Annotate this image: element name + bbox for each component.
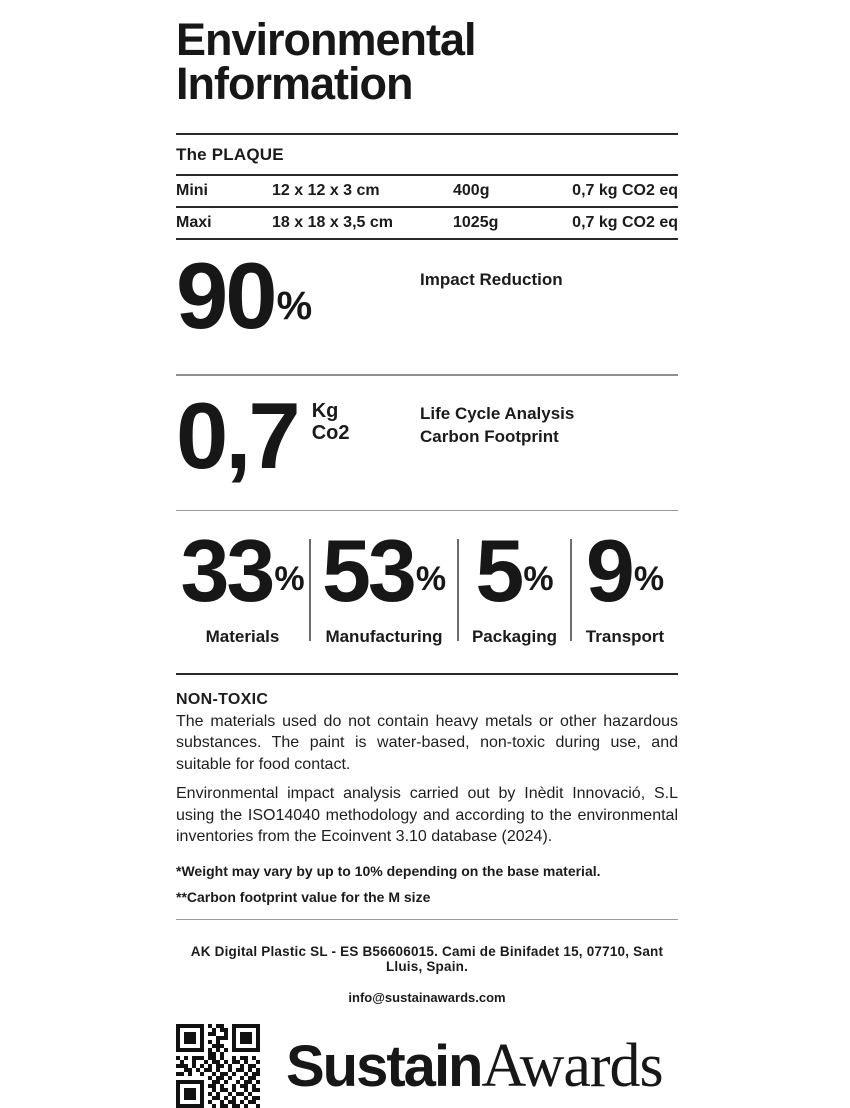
page-title-line2: Information <box>176 58 413 109</box>
breakdown-packaging <box>459 521 570 647</box>
manufacturing-value: 53% <box>322 525 446 625</box>
impact-reduction-value: 90% <box>176 248 312 354</box>
logo-awards: Awards <box>481 1031 663 1100</box>
nontoxic-heading: NON-TOXIC <box>176 691 269 708</box>
analysis-paragraph: Environmental impact analysis carried out by Inèdit Innovació, S.L using the ISO14040 methodology and according to the environmental inventories from the Ecoinvent 3.10 database (2024). <box>176 785 678 845</box>
impact-breakdown <box>176 511 678 673</box>
transport-label: Transport <box>585 627 665 646</box>
content-column <box>176 0 678 1108</box>
table-row <box>176 208 678 238</box>
size-dimensions: 18 x 18 x 3,5 cm <box>272 214 393 231</box>
divider <box>176 673 678 675</box>
sustainawards-logo <box>286 1031 663 1100</box>
size-co2: 0,7 kg CO2 eq <box>572 182 678 199</box>
percent-sign: % <box>274 560 305 598</box>
packaging-label: Packaging <box>471 627 558 646</box>
logo-sustain: Sustain <box>286 1033 482 1099</box>
size-dimensions: 12 x 12 x 3 cm <box>272 182 380 199</box>
manufacturing-label: Manufacturing <box>325 627 443 646</box>
carbon-footprint-stat <box>176 376 678 510</box>
footnote-carbon: **Carbon footprint value for the M size <box>176 888 431 905</box>
company-info: AK Digital Plastic SL - ES B56606015. Cami de Binifadet 15, 07710, Sant Lluis, Spain. <box>190 943 664 974</box>
carbon-footprint-unit: Kg Co2 <box>311 400 350 444</box>
divider <box>176 919 678 920</box>
carbon-footprint-label: Life Cycle Analysis Carbon Footprint <box>420 404 575 446</box>
percent-sign: % <box>523 560 554 598</box>
size-co2: 0,7 kg CO2 eq <box>572 214 678 231</box>
size-name: Mini <box>176 182 208 199</box>
size-weight: 400g <box>453 182 490 199</box>
footnote-weight: *Weight may vary by up to 10% depending on the base material. <box>176 862 601 879</box>
brand-row <box>176 1024 678 1108</box>
packaging-value: 5% <box>475 525 553 625</box>
impact-reduction-label: Impact Reduction <box>420 270 563 289</box>
page-title-line1: Environmental <box>176 14 476 65</box>
impact-reduction-stat <box>176 240 678 374</box>
percent-sign: % <box>276 284 313 328</box>
nontoxic-paragraph: The materials used do not contain heavy metals or other hazardous substances. The paint is water-based, non-toxic during use, and suitable for food contact. <box>176 712 678 773</box>
qr-code <box>176 1024 260 1108</box>
contact-email: info@sustainawards.com <box>348 989 506 1005</box>
materials-value: 33% <box>180 525 304 625</box>
breakdown-manufacturing <box>311 521 457 647</box>
table-header: The PLAQUE <box>176 145 284 164</box>
percent-sign: % <box>415 560 447 598</box>
table-row <box>176 176 678 206</box>
page-title <box>176 14 678 109</box>
percent-sign: % <box>633 560 665 598</box>
materials-label: Materials <box>205 627 280 646</box>
breakdown-transport <box>572 521 678 647</box>
size-weight: 1025g <box>453 214 499 231</box>
size-name: Maxi <box>176 214 212 231</box>
carbon-footprint-value: 0,7 <box>176 383 298 488</box>
transport-value: 9% <box>586 525 664 625</box>
breakdown-materials <box>176 521 309 647</box>
